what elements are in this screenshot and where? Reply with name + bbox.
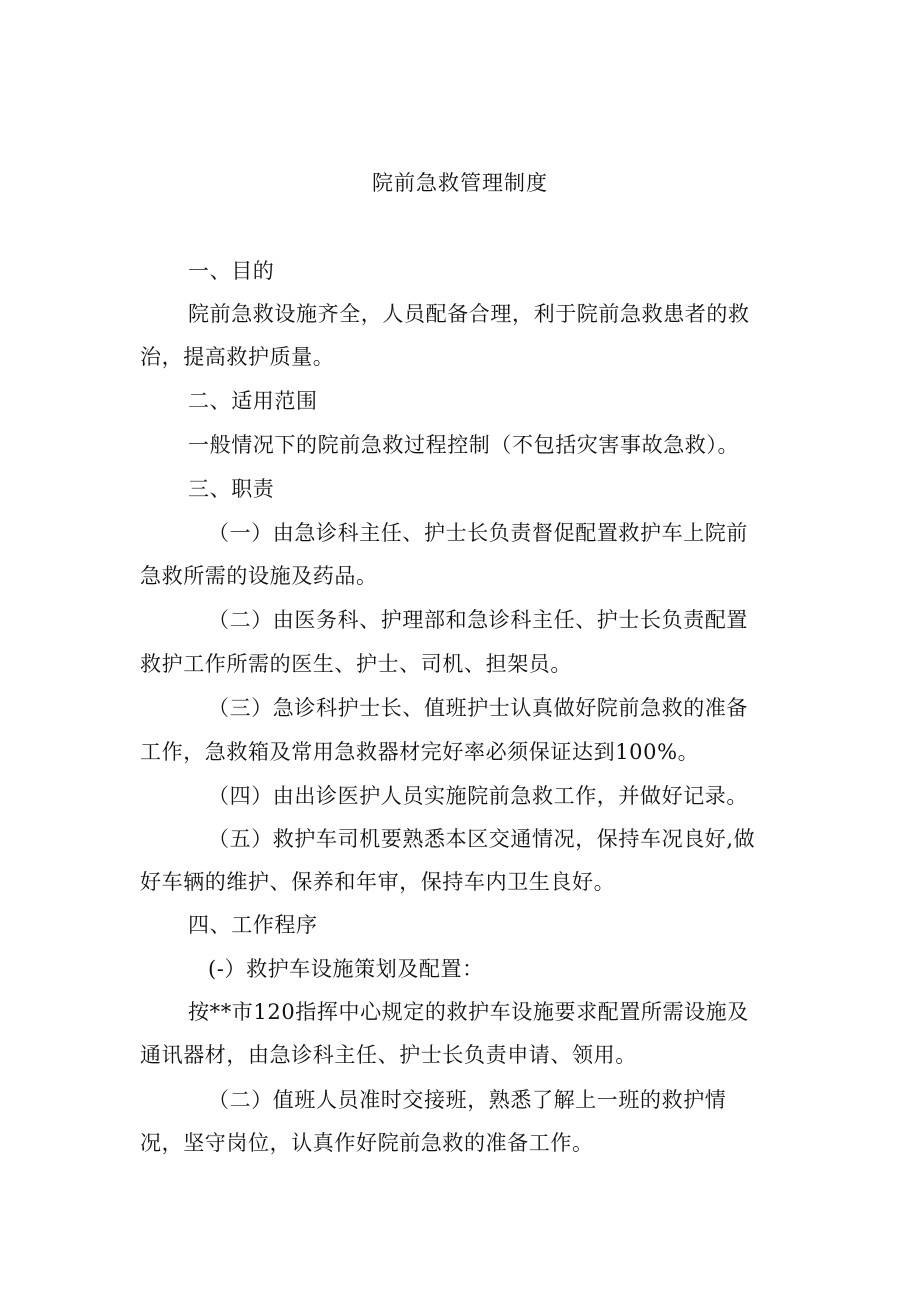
paragraph-line: 按**市120指挥中心规定的救护车设施要求配置所需设施及 xyxy=(188,1000,749,1024)
section-heading-scope: 二、适用范围 xyxy=(188,389,318,413)
paragraph-line: （一）由急诊科主任、护士长负责督促配置救护车上院前 xyxy=(208,521,748,545)
paragraph-line: （二）值班人员准时交接班，熟悉了解上一班的救护情 xyxy=(208,1088,727,1112)
paragraph-line: 况，坚守岗位，认真作好院前急救的准备工作。 xyxy=(140,1131,594,1155)
paragraph-line: 院前急救设施齐全，人员配备合理，利于院前急救患者的救 xyxy=(188,302,750,326)
document-title: 院前急救管理制度 xyxy=(372,171,548,195)
paragraph-line: (-）救护车设施策划及配置： xyxy=(208,957,484,981)
paragraph-line: （三）急诊科护士长、值班护士认真做好院前急救的准备 xyxy=(208,696,748,720)
section-heading-duties: 三、职责 xyxy=(188,477,275,501)
paragraph-line: 通讯器材，由急诊科主任、护士长负责申请、领用。 xyxy=(140,1043,637,1067)
paragraph-line: 治，提高救护质量。 xyxy=(140,345,335,369)
section-heading-procedure: 四、工作程序 xyxy=(188,913,318,937)
paragraph-line: 急救所需的设施及药品。 xyxy=(140,564,378,588)
paragraph-line: （二）由医务科、护理部和急诊科主任、护士长负责配置 xyxy=(208,608,748,632)
paragraph-line: 好车辆的维护、保养和年审，保持车内卫生良好。 xyxy=(140,870,616,894)
paragraph-line: （五）救护车司机要熟悉本区交通情况，保持车况良好,做 xyxy=(208,827,756,851)
section-heading-purpose: 一、目的 xyxy=(188,259,275,283)
paragraph-line: 工作，急救箱及常用急救器材完好率必须保证达到100%。 xyxy=(140,740,700,764)
paragraph-line: （四）由出诊医护人员实施院前急救工作，并做好记录。 xyxy=(208,784,748,808)
paragraph-line: 一般情况下的院前急救过程控制（不包括灾害事故急救）。 xyxy=(188,433,740,457)
paragraph-line: 救护工作所需的医生、护士、司机、担架员。 xyxy=(140,652,572,676)
